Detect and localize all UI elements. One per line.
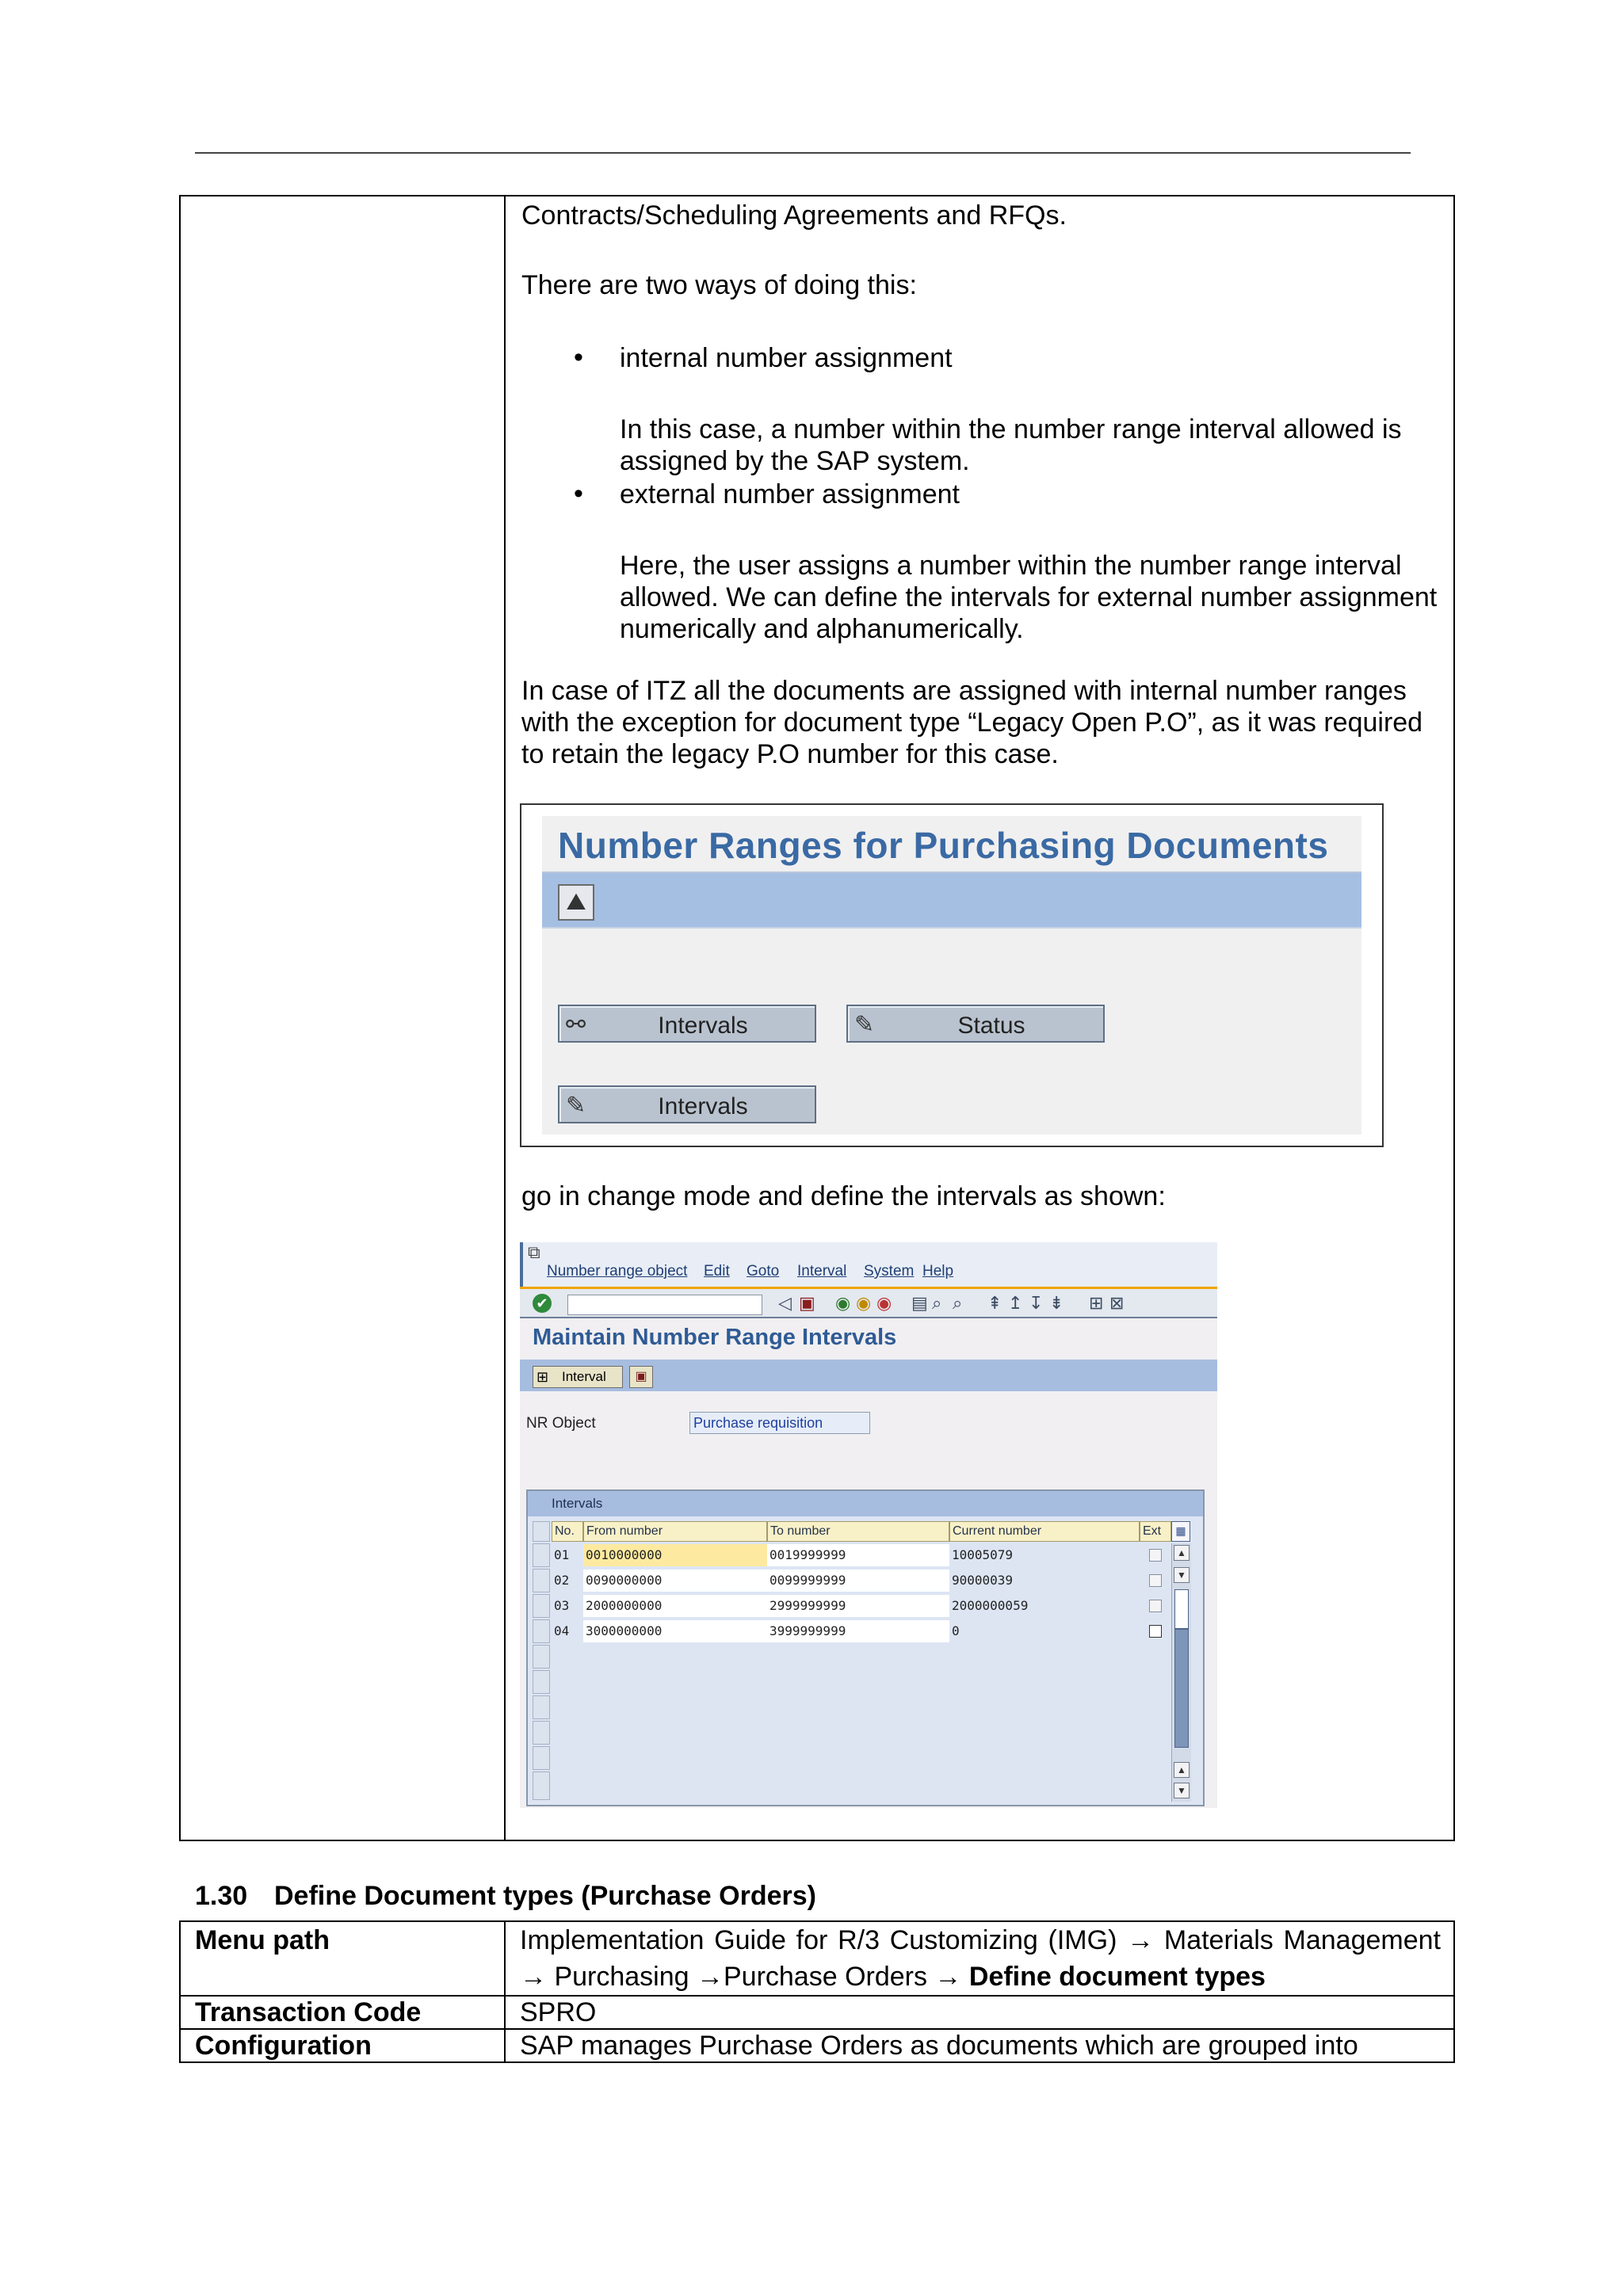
scroll-up-icon[interactable]: ▼ — [1174, 1567, 1190, 1583]
cell-current-number: 90000039 — [952, 1573, 1014, 1588]
bullet-internal: internal number assignment — [620, 343, 953, 373]
screenshot-maintain-intervals — [520, 1242, 1217, 1808]
screen-title: Number Ranges for Purchasing Documents — [558, 825, 1329, 866]
table-row — [180, 2029, 1454, 2062]
intervals-display-button[interactable]: ⚯ Intervals — [558, 1005, 816, 1043]
cell-no: 02 — [554, 1573, 570, 1588]
save-icon[interactable]: ▣ — [629, 1366, 653, 1388]
column-header-current[interactable]: Current number — [949, 1521, 1140, 1542]
column-header-ext[interactable]: Ext — [1140, 1521, 1171, 1542]
menu-help[interactable]: Help — [922, 1263, 954, 1280]
cell-from-number[interactable]: 0090000000 — [583, 1569, 767, 1592]
menu-path-target: Define document types — [968, 1962, 1266, 1992]
exit-icon[interactable]: ◉ — [856, 1293, 872, 1313]
menu-number-range-object[interactable]: Number range object — [547, 1263, 688, 1280]
row-selector[interactable] — [533, 1569, 550, 1592]
insert-interval-button[interactable]: ⊞ Interval — [533, 1366, 623, 1388]
paragraph-contracts: Contracts/Scheduling Agreements and RFQs. — [521, 200, 1067, 231]
row-selector[interactable] — [533, 1619, 550, 1643]
row-selector[interactable] — [533, 1670, 550, 1694]
menu-edit[interactable]: Edit — [704, 1263, 730, 1280]
standard-toolbar — [520, 1287, 1217, 1318]
table-row — [180, 1996, 1454, 2029]
pencil-icon: ✎ — [566, 1093, 586, 1119]
back-icon[interactable]: ◉ — [835, 1293, 851, 1313]
menu-goto[interactable]: Goto — [747, 1263, 780, 1280]
back-arrow-icon[interactable]: ◁ — [778, 1293, 792, 1313]
section-number: 1.30 — [195, 1881, 248, 1911]
bullet-external-desc: Here, the user assigns a number within the number range interval allowed. We can define the intervals for external number assignment numerically and alphanumerically. — [620, 551, 1438, 644]
row-selector[interactable] — [533, 1772, 550, 1800]
window-menu-icon[interactable]: ⧉ — [528, 1242, 540, 1262]
find-next-icon[interactable]: ⌕ — [953, 1293, 963, 1313]
row-selector[interactable] — [533, 1746, 550, 1770]
cell-to-number[interactable]: 0099999999 — [767, 1569, 949, 1592]
row-value-menu-path: Implementation Guide for R/3 Customizing (IMG) → Materials Management → Purchasing →Purchase Orders → Define document types — [505, 1921, 1454, 1996]
ext-checkbox[interactable] — [1149, 1600, 1162, 1612]
status-button[interactable]: ✎ Status — [846, 1005, 1105, 1043]
application-toolbar — [520, 1360, 1217, 1391]
cell-to-number[interactable]: 3999999999 — [767, 1620, 949, 1642]
row-selector[interactable] — [533, 1645, 550, 1669]
bullet-external: external number assignment — [620, 479, 960, 509]
column-header-to[interactable]: To number — [767, 1521, 949, 1542]
print-icon[interactable]: ▤ — [911, 1293, 928, 1313]
row-selector[interactable] — [533, 1543, 550, 1567]
intervals-table — [526, 1489, 1205, 1806]
nr-object-field[interactable]: Purchase requisition — [689, 1412, 870, 1434]
cell-from-number[interactable]: 0010000000 — [583, 1544, 767, 1566]
intervals-change-button[interactable]: ✎ Intervals — [558, 1085, 816, 1123]
shortcut-icon[interactable]: ⊠ — [1109, 1293, 1125, 1313]
command-field[interactable] — [567, 1295, 762, 1315]
paragraph-change-mode: go in change mode and define the intervals as shown: — [521, 1181, 1166, 1211]
cell-to-number[interactable]: 0019999999 — [767, 1544, 949, 1566]
first-page-icon[interactable]: ⇞ — [987, 1293, 1002, 1313]
insert-row-icon: ⊞ — [537, 1369, 549, 1385]
cell-no: 03 — [554, 1598, 570, 1613]
row-value-transaction: SPRO — [505, 1996, 1454, 2029]
column-header-no[interactable]: No. — [552, 1521, 583, 1542]
nr-object-label: NR Object — [526, 1415, 596, 1432]
glasses-icon: ⚯ — [566, 1012, 586, 1038]
cell-current-number: 0 — [952, 1623, 960, 1638]
paragraph-two-ways: There are two ways of doing this: — [521, 270, 917, 300]
enter-check-icon[interactable]: ✔ — [533, 1294, 552, 1313]
config-table — [179, 1920, 1455, 2063]
pencil-icon: ✎ — [854, 1012, 875, 1038]
cancel-icon[interactable]: ◉ — [876, 1293, 892, 1313]
scroll-track[interactable] — [1174, 1629, 1189, 1748]
table-row — [180, 1921, 1454, 1996]
previous-page-icon[interactable]: ↥ — [1008, 1293, 1023, 1313]
bullet-internal-desc: In this case, a number within the number range interval allowed is assigned by the SAP system. — [620, 414, 1402, 476]
column-settings-icon[interactable]: ▦ — [1171, 1521, 1190, 1542]
table-title: Intervals — [528, 1491, 1203, 1516]
scroll-thumb[interactable] — [1174, 1589, 1189, 1629]
row-key-transaction: Transaction Code — [180, 1996, 505, 2029]
cell-from-number[interactable]: 3000000000 — [583, 1620, 767, 1642]
cell-to-number[interactable]: 2999999999 — [767, 1595, 949, 1617]
row-selector[interactable] — [533, 1594, 550, 1618]
scroll-down-icon[interactable]: ▲ — [1174, 1762, 1190, 1778]
find-icon[interactable]: ⌕ — [932, 1293, 942, 1313]
sap-screen — [542, 816, 1361, 1135]
cell-from-number[interactable]: 2000000000 — [583, 1595, 767, 1617]
cell-no: 04 — [554, 1623, 570, 1638]
column-divider — [504, 196, 506, 1840]
section-title: Define Document types (Purchase Orders) — [274, 1881, 816, 1911]
cell-current-number: 10005079 — [952, 1547, 1014, 1562]
menu-system[interactable]: System — [864, 1263, 915, 1280]
bullet-marker: • — [574, 342, 583, 372]
header-rule — [195, 152, 1411, 154]
row-key-configuration: Configuration — [180, 2029, 505, 2062]
column-header-from[interactable]: From number — [583, 1521, 767, 1542]
scroll-bottom-icon[interactable]: ▼ — [1174, 1783, 1190, 1798]
ext-checkbox[interactable] — [1149, 1574, 1162, 1587]
ext-checkbox[interactable] — [1149, 1625, 1162, 1638]
cell-current-number: 2000000059 — [952, 1598, 1029, 1613]
row-key-menu-path: Menu path — [180, 1921, 505, 1996]
cell-no: 01 — [554, 1547, 570, 1562]
menu-bar — [520, 1242, 1217, 1287]
ext-checkbox[interactable] — [1149, 1549, 1162, 1562]
row-value-configuration: SAP manages Purchase Orders as documents which are grouped into — [505, 2029, 1454, 2062]
row-selector[interactable] — [533, 1721, 550, 1745]
application-toolbar — [542, 873, 1361, 929]
section-heading — [195, 1881, 816, 1912]
vertical-scrollbar[interactable] — [1171, 1543, 1191, 1802]
next-page-icon[interactable]: ↧ — [1029, 1293, 1044, 1313]
scroll-top-icon[interactable]: ▲ — [1174, 1545, 1190, 1561]
screenshot-number-ranges — [520, 803, 1384, 1147]
last-page-icon[interactable]: ⇟ — [1049, 1293, 1064, 1313]
select-all-rows[interactable] — [533, 1521, 550, 1542]
new-session-icon[interactable]: ⊞ — [1089, 1293, 1104, 1313]
bullet-marker: • — [574, 479, 583, 509]
screen-title: Maintain Number Range Intervals — [533, 1325, 897, 1350]
row-selector[interactable] — [533, 1695, 550, 1719]
picture-icon[interactable]: ⛰ — [558, 884, 594, 921]
save-icon[interactable]: ▣ — [799, 1293, 815, 1313]
menu-interval[interactable]: Interval — [797, 1263, 847, 1280]
paragraph-itz: In case of ITZ all the documents are assigned with internal number ranges with the exception for document type “Legacy Open P.O”, as it was required to retain the legacy P.O number for this case. — [521, 676, 1423, 769]
